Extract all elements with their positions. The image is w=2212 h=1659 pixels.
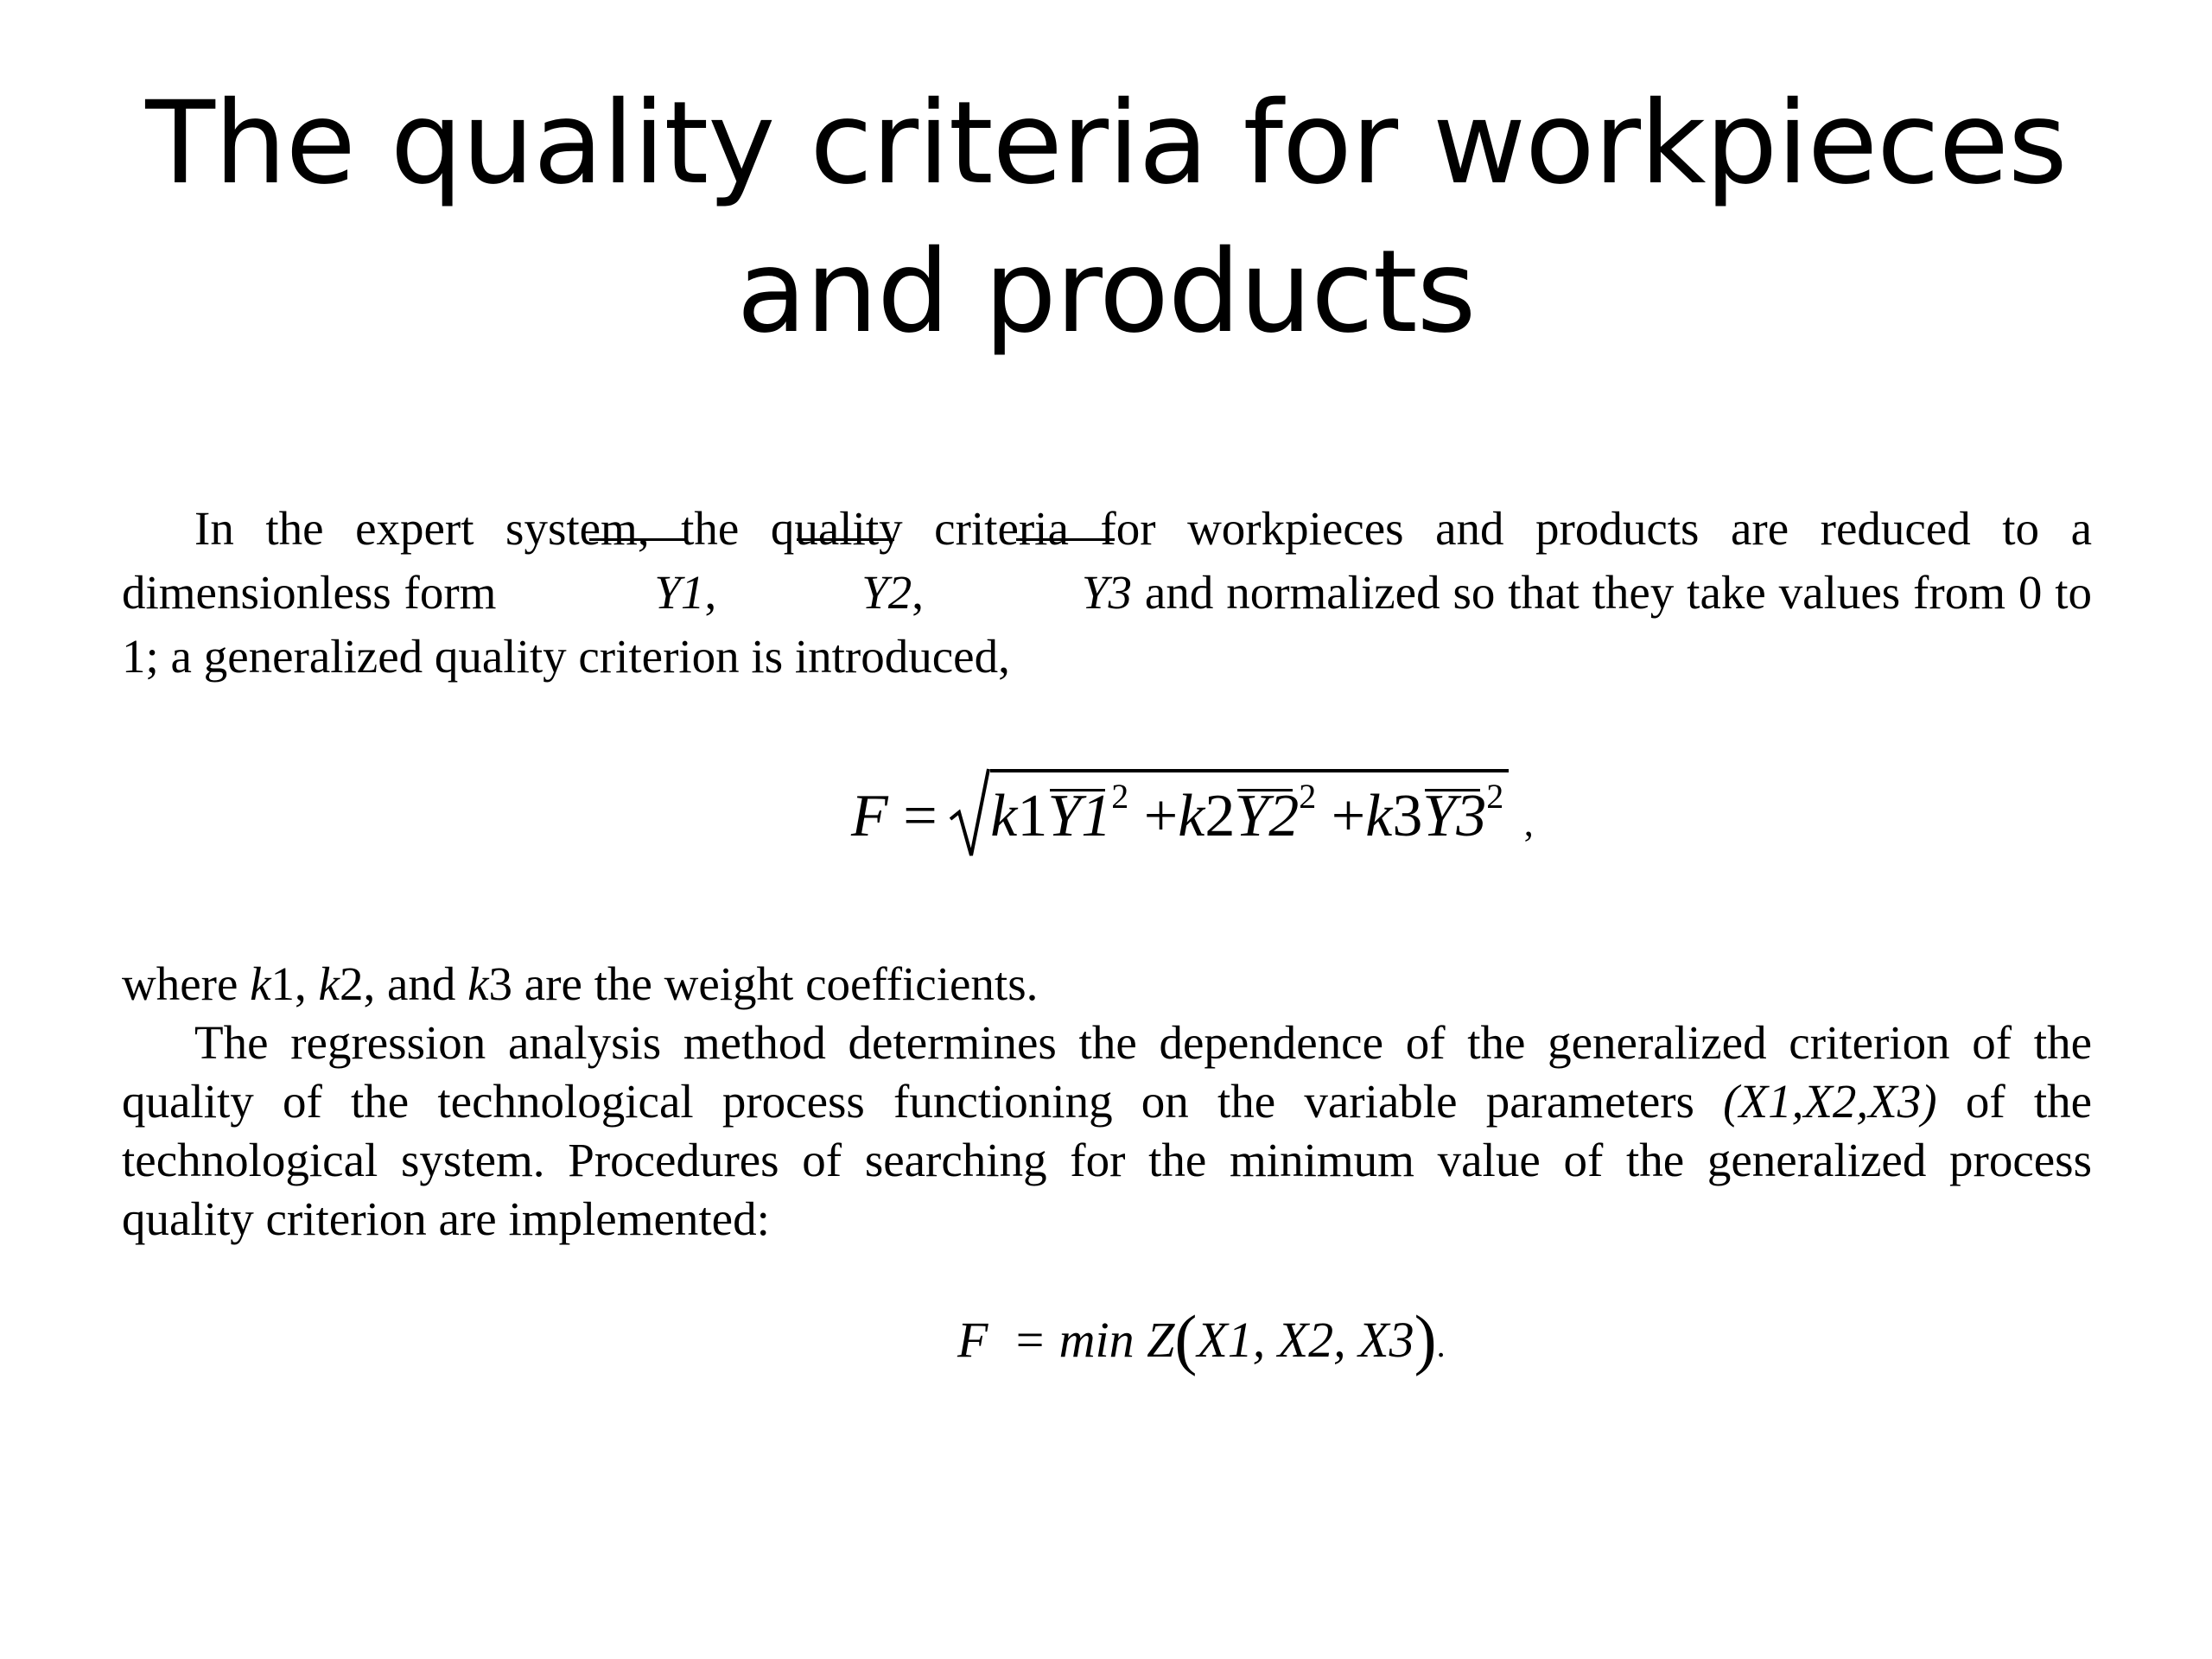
slide-title: The quality criteria for workpieces and products <box>145 77 2067 359</box>
formula-minimization: F = min Z(X1, X2, X3). <box>957 1301 1446 1376</box>
weights-line: where k1, k2, and k3 are the weight coefficients. <box>122 957 1039 1010</box>
symbol-y1: Y1 <box>509 561 704 625</box>
paragraph-intro: In the expert system, the quality criteria for workpieces and products are reduced to a dimensionless form Y1, Y2, Y3 and normalized so that they take values from 0 to 1; a generalized quality criterion is introduced, <box>122 502 2093 683</box>
intro-text-end: and normalized so that they take values from 0 to 1; a generalized quality criterion is introduced, <box>122 566 2093 683</box>
paragraph-regression <box>122 955 2092 1249</box>
radical-sign-icon <box>949 759 990 862</box>
intro-text-start: In the expert system, the quality criteria for workpieces and products are reduced to a dimensionless form <box>122 502 2092 619</box>
variables-tuple: (X1,X2,X3) <box>1723 1075 1937 1128</box>
symbol-y2: Y2 <box>716 561 912 625</box>
formula-generalized-criterion: F = $k1Y1^2 +k2Y2^2 +k3Y3^2$ , <box>851 769 1534 899</box>
regression-text: The regression analysis method determines the dependence of the generalized criterion of the quality of the technological process functioning on the variable parameters (X1,X2,X3) of the technological system. Procedures of searching for the minimum value of the generalized process quality criterion are implemented: <box>122 1016 2093 1245</box>
square-root: $k1Y1^2 +k2Y2^2 +k3Y3^2$ <box>952 769 1509 851</box>
symbol-y3: Y3 <box>937 561 1132 625</box>
